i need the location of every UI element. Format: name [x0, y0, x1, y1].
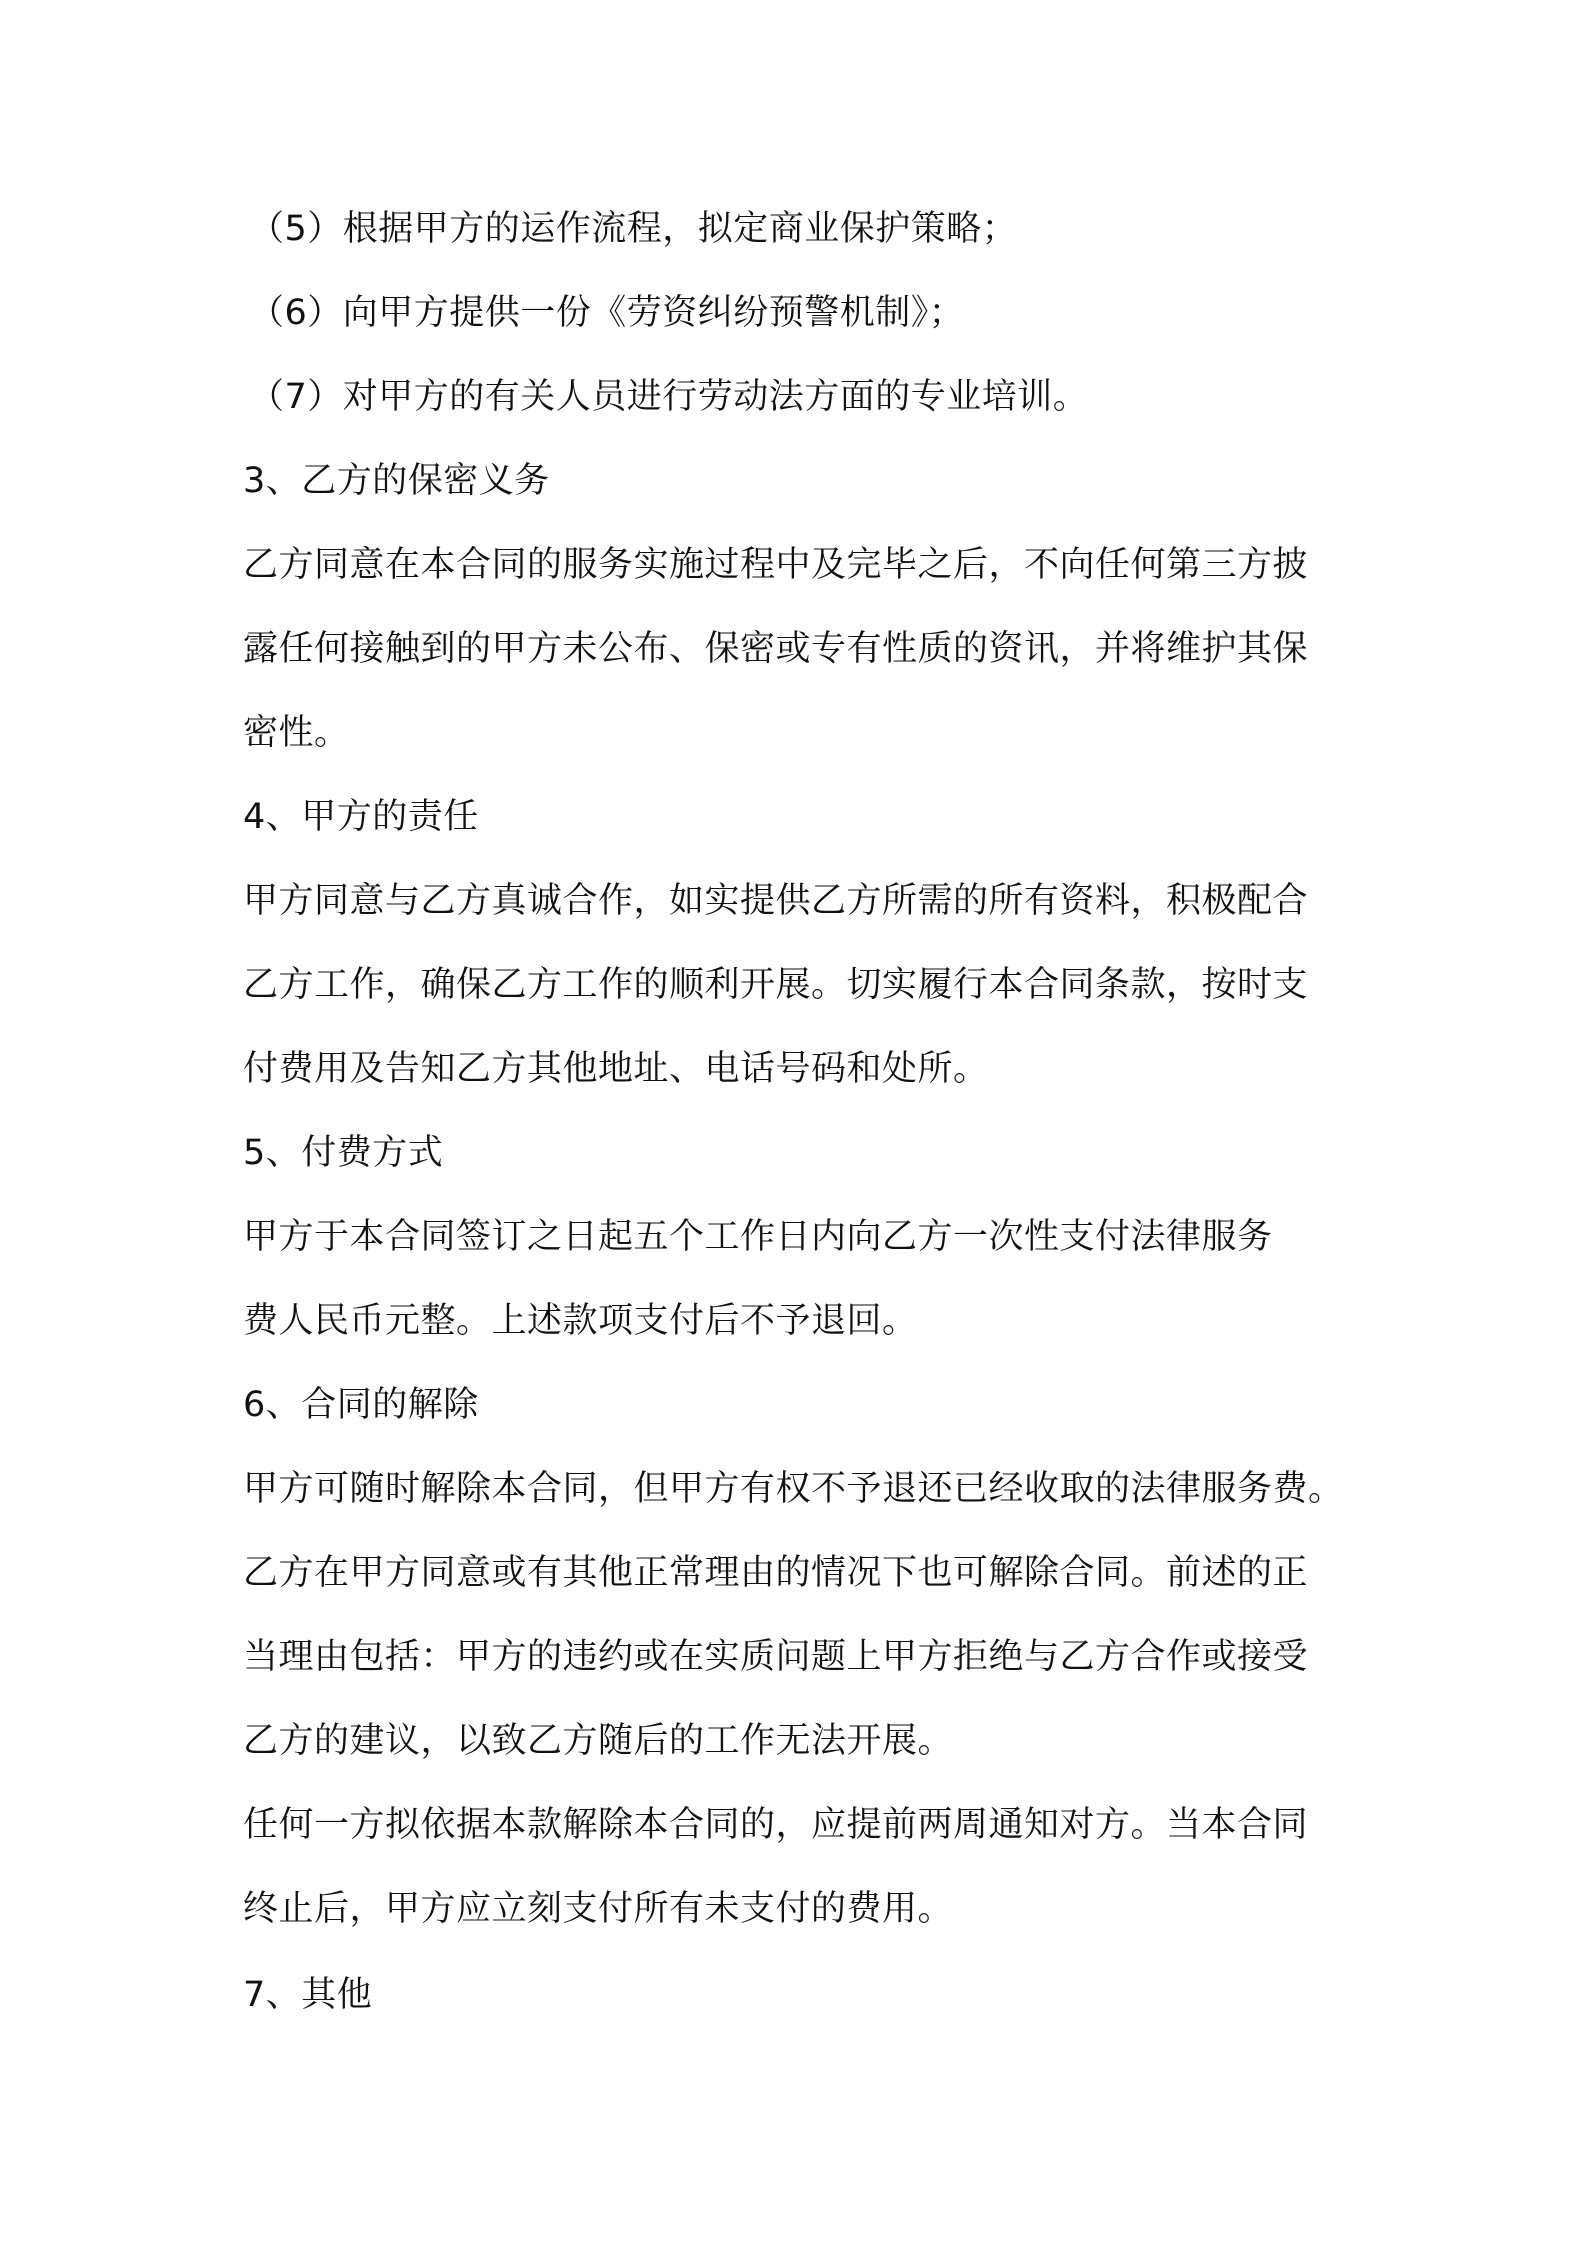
paragraph-line: 乙方工作，确保乙方工作的顺利开展。切实履行本合同条款，按时支	[243, 965, 1309, 1005]
section-heading-confidentiality: 3、乙方的保密义务	[243, 461, 550, 501]
list-item-7: （7）对甲方的有关人员进行劳动法方面的专业培训。	[249, 377, 1089, 417]
list-item-6: （6）向甲方提供一份《劳资纠纷预警机制》；	[249, 293, 965, 333]
section-heading-payment: 5、付费方式	[243, 1133, 444, 1173]
paragraph-line: 露任何接触到的甲方未公布、保密或专有性质的资讯，并将维护其保	[243, 629, 1309, 669]
paragraph-line: 付费用及告知乙方其他地址、电话号码和处所。	[243, 1049, 989, 1089]
paragraph-line: 终止后，甲方应立刻支付所有未支付的费用。	[243, 1889, 954, 1929]
section-heading-other: 7、其他	[243, 1975, 373, 2015]
paragraph-line: 甲方可随时解除本合同，但甲方有权不予退还已经收取的法律服务费。	[243, 1469, 1344, 1509]
paragraph-line: 乙方同意在本合同的服务实施过程中及完毕之后，不向任何第三方披	[243, 545, 1309, 585]
paragraph-line: 当理由包括：甲方的违约或在实质问题上甲方拒绝与乙方合作或接受	[243, 1637, 1309, 1677]
paragraph-line: 密性。	[243, 713, 350, 753]
paragraph-line: 甲方同意与乙方真诚合作，如实提供乙方所需的所有资料，积极配合	[243, 881, 1309, 921]
paragraph-line: 费人民币元整。上述款项支付后不予退回。	[243, 1301, 918, 1341]
paragraph-line: 任何一方拟依据本款解除本合同的，应提前两周通知对方。当本合同	[243, 1805, 1309, 1845]
paragraph-line: 乙方在甲方同意或有其他正常理由的情况下也可解除合同。前述的正	[243, 1553, 1309, 1593]
paragraph-line: 乙方的建议，以致乙方随后的工作无法开展。	[243, 1721, 954, 1761]
section-heading-termination: 6、合同的解除	[243, 1385, 479, 1425]
section-heading-responsibility: 4、甲方的责任	[243, 797, 479, 837]
paragraph-line: 甲方于本合同签订之日起五个工作日内向乙方一次性支付法律服务	[243, 1217, 1273, 1257]
list-item-5: （5）根据甲方的运作流程，拟定商业保护策略；	[249, 209, 1018, 249]
